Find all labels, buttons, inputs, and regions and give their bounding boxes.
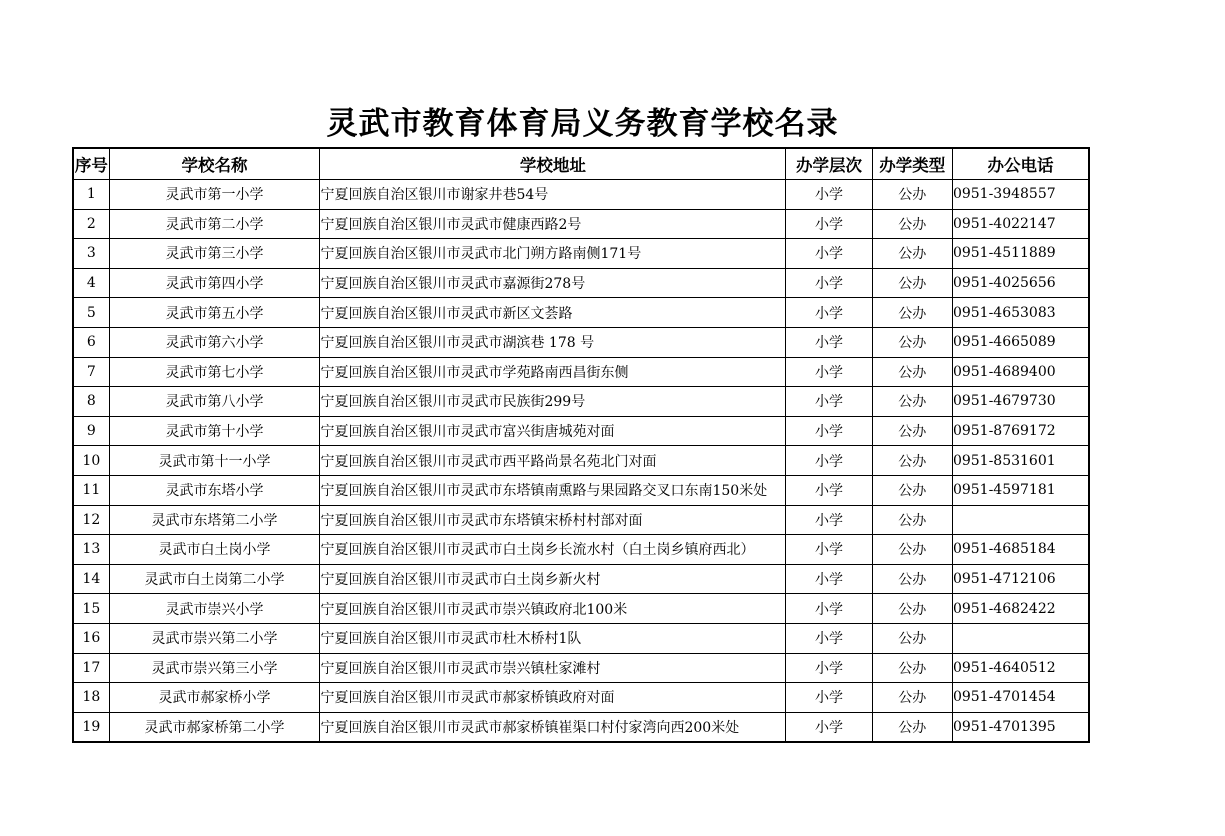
row-index: 8 [73, 387, 109, 417]
row-index: 11 [73, 475, 109, 505]
row-index: 9 [73, 416, 109, 446]
school-address: 宁夏回族自治区银川市灵武市民族街299号 [320, 387, 786, 417]
school-name: 灵武市郝家桥小学 [109, 683, 320, 713]
school-address: 宁夏回族自治区银川市灵武市北门朔方路南侧171号 [320, 239, 786, 269]
school-level: 小学 [786, 623, 872, 653]
school-name: 灵武市第七小学 [109, 357, 320, 387]
table-row [73, 623, 1089, 653]
school-address: 宁夏回族自治区银川市灵武市白土岗乡长流水村（白土岗乡镇府西北） [320, 535, 786, 565]
row-index: 3 [73, 239, 109, 269]
school-type: 公办 [872, 653, 952, 683]
school-level: 小学 [786, 357, 872, 387]
school-type: 公办 [872, 298, 952, 328]
row-index: 1 [73, 180, 109, 210]
table-row [73, 416, 1089, 446]
column-header-level: 办学层次 [786, 148, 872, 180]
table-row [73, 327, 1089, 357]
school-phone: 0951-4511889 [952, 239, 1089, 269]
school-name: 灵武市东塔小学 [109, 475, 320, 505]
school-phone: 0951-4653083 [952, 298, 1089, 328]
school-name: 灵武市东塔第二小学 [109, 505, 320, 535]
row-index: 17 [73, 653, 109, 683]
column-header-phone: 办公电话 [952, 148, 1089, 180]
school-level: 小学 [786, 180, 872, 210]
school-phone: 0951-8531601 [952, 446, 1089, 476]
school-address: 宁夏回族自治区银川市灵武市杜木桥村1队 [320, 623, 786, 653]
row-index: 7 [73, 357, 109, 387]
school-type: 公办 [872, 387, 952, 417]
school-roster-table [72, 147, 1090, 743]
school-address: 宁夏回族自治区银川市灵武市健康西路2号 [320, 209, 786, 239]
row-index: 5 [73, 298, 109, 328]
table-row [73, 653, 1089, 683]
school-name: 灵武市白土岗第二小学 [109, 564, 320, 594]
school-address: 宁夏回族自治区银川市灵武市湖滨巷 178 号 [320, 327, 786, 357]
table-row [73, 387, 1089, 417]
table-row [73, 594, 1089, 624]
school-type: 公办 [872, 683, 952, 713]
row-index: 16 [73, 623, 109, 653]
table-row [73, 180, 1089, 210]
page-title: 灵武市教育体育局义务教育学校名录 [326, 106, 839, 142]
row-index: 13 [73, 535, 109, 565]
school-address: 宁夏回族自治区银川市灵武市新区文荟路 [320, 298, 786, 328]
school-name: 灵武市第十一小学 [109, 446, 320, 476]
table-row [73, 298, 1089, 328]
school-phone [952, 505, 1089, 535]
table-row [73, 712, 1089, 742]
school-name: 灵武市郝家桥第二小学 [109, 712, 320, 742]
table-row [73, 505, 1089, 535]
school-type: 公办 [872, 712, 952, 742]
school-name: 灵武市第十小学 [109, 416, 320, 446]
school-level: 小学 [786, 387, 872, 417]
column-header-index: 序号 [73, 148, 109, 180]
school-phone: 0951-4025656 [952, 268, 1089, 298]
school-level: 小学 [786, 327, 872, 357]
school-name: 灵武市第三小学 [109, 239, 320, 269]
school-address: 宁夏回族自治区银川市灵武市崇兴镇政府北100米 [320, 594, 786, 624]
school-type: 公办 [872, 357, 952, 387]
school-level: 小学 [786, 416, 872, 446]
school-name: 灵武市崇兴小学 [109, 594, 320, 624]
school-phone: 0951-4665089 [952, 327, 1089, 357]
school-level: 小学 [786, 535, 872, 565]
school-phone: 0951-4682422 [952, 594, 1089, 624]
row-index: 2 [73, 209, 109, 239]
school-name: 灵武市第一小学 [109, 180, 320, 210]
school-type: 公办 [872, 180, 952, 210]
row-index: 19 [73, 712, 109, 742]
school-address: 宁夏回族自治区银川市灵武市崇兴镇杜家滩村 [320, 653, 786, 683]
school-name: 灵武市第六小学 [109, 327, 320, 357]
school-type: 公办 [872, 475, 952, 505]
school-phone: 0951-4640512 [952, 653, 1089, 683]
school-address: 宁夏回族自治区银川市灵武市郝家桥镇政府对面 [320, 683, 786, 713]
column-header-school-name: 学校名称 [109, 148, 320, 180]
school-type: 公办 [872, 239, 952, 269]
school-type: 公办 [872, 594, 952, 624]
school-level: 小学 [786, 268, 872, 298]
table-row [73, 357, 1089, 387]
row-index: 15 [73, 594, 109, 624]
school-level: 小学 [786, 564, 872, 594]
school-level: 小学 [786, 683, 872, 713]
table-row [73, 535, 1089, 565]
school-name: 灵武市第二小学 [109, 209, 320, 239]
school-name: 灵武市崇兴第三小学 [109, 653, 320, 683]
school-level: 小学 [786, 594, 872, 624]
school-address: 宁夏回族自治区银川市灵武市东塔镇宋桥村村部对面 [320, 505, 786, 535]
school-type: 公办 [872, 416, 952, 446]
school-type: 公办 [872, 327, 952, 357]
row-index: 12 [73, 505, 109, 535]
row-index: 10 [73, 446, 109, 476]
table-row [73, 268, 1089, 298]
school-address: 宁夏回族自治区银川市灵武市学苑路南西昌街东侧 [320, 357, 786, 387]
school-address: 宁夏回族自治区银川市灵武市白土岗乡新火村 [320, 564, 786, 594]
row-index: 14 [73, 564, 109, 594]
school-type: 公办 [872, 505, 952, 535]
school-level: 小学 [786, 209, 872, 239]
school-phone: 0951-4685184 [952, 535, 1089, 565]
school-phone: 0951-4597181 [952, 475, 1089, 505]
school-level: 小学 [786, 712, 872, 742]
school-address: 宁夏回族自治区银川市灵武市嘉源街278号 [320, 268, 786, 298]
row-index: 6 [73, 327, 109, 357]
row-index: 4 [73, 268, 109, 298]
school-address: 宁夏回族自治区银川市灵武市富兴街唐城苑对面 [320, 416, 786, 446]
table-row [73, 446, 1089, 476]
school-phone: 0951-4679730 [952, 387, 1089, 417]
school-address: 宁夏回族自治区银川市灵武市东塔镇南熏路与果园路交叉口东南150米处 [320, 475, 786, 505]
school-name: 灵武市第四小学 [109, 268, 320, 298]
school-phone: 0951-4701395 [952, 712, 1089, 742]
school-address: 宁夏回族自治区银川市灵武市郝家桥镇崔渠口村付家湾向西200米处 [320, 712, 786, 742]
table-header-row [73, 148, 1089, 180]
table-row [73, 475, 1089, 505]
school-phone: 0951-4701454 [952, 683, 1089, 713]
school-name: 灵武市第八小学 [109, 387, 320, 417]
column-header-address: 学校地址 [320, 148, 786, 180]
school-level: 小学 [786, 446, 872, 476]
table-row [73, 209, 1089, 239]
school-type: 公办 [872, 564, 952, 594]
school-type: 公办 [872, 268, 952, 298]
column-header-type: 办学类型 [872, 148, 952, 180]
school-address: 宁夏回族自治区银川市灵武市西平路尚景名苑北门对面 [320, 446, 786, 476]
school-level: 小学 [786, 298, 872, 328]
school-type: 公办 [872, 623, 952, 653]
school-phone: 0951-3948557 [952, 180, 1089, 210]
school-level: 小学 [786, 475, 872, 505]
row-index: 18 [73, 683, 109, 713]
school-level: 小学 [786, 239, 872, 269]
school-phone [952, 623, 1089, 653]
school-level: 小学 [786, 505, 872, 535]
school-type: 公办 [872, 446, 952, 476]
table-row [73, 564, 1089, 594]
school-address: 宁夏回族自治区银川市谢家井巷54号 [320, 180, 786, 210]
school-type: 公办 [872, 209, 952, 239]
school-name: 灵武市崇兴第二小学 [109, 623, 320, 653]
table-row [73, 239, 1089, 269]
school-phone: 0951-8769172 [952, 416, 1089, 446]
school-phone: 0951-4712106 [952, 564, 1089, 594]
school-type: 公办 [872, 535, 952, 565]
table-row [73, 683, 1089, 713]
school-name: 灵武市第五小学 [109, 298, 320, 328]
school-name: 灵武市白土岗小学 [109, 535, 320, 565]
school-phone: 0951-4022147 [952, 209, 1089, 239]
school-level: 小学 [786, 653, 872, 683]
school-phone: 0951-4689400 [952, 357, 1089, 387]
